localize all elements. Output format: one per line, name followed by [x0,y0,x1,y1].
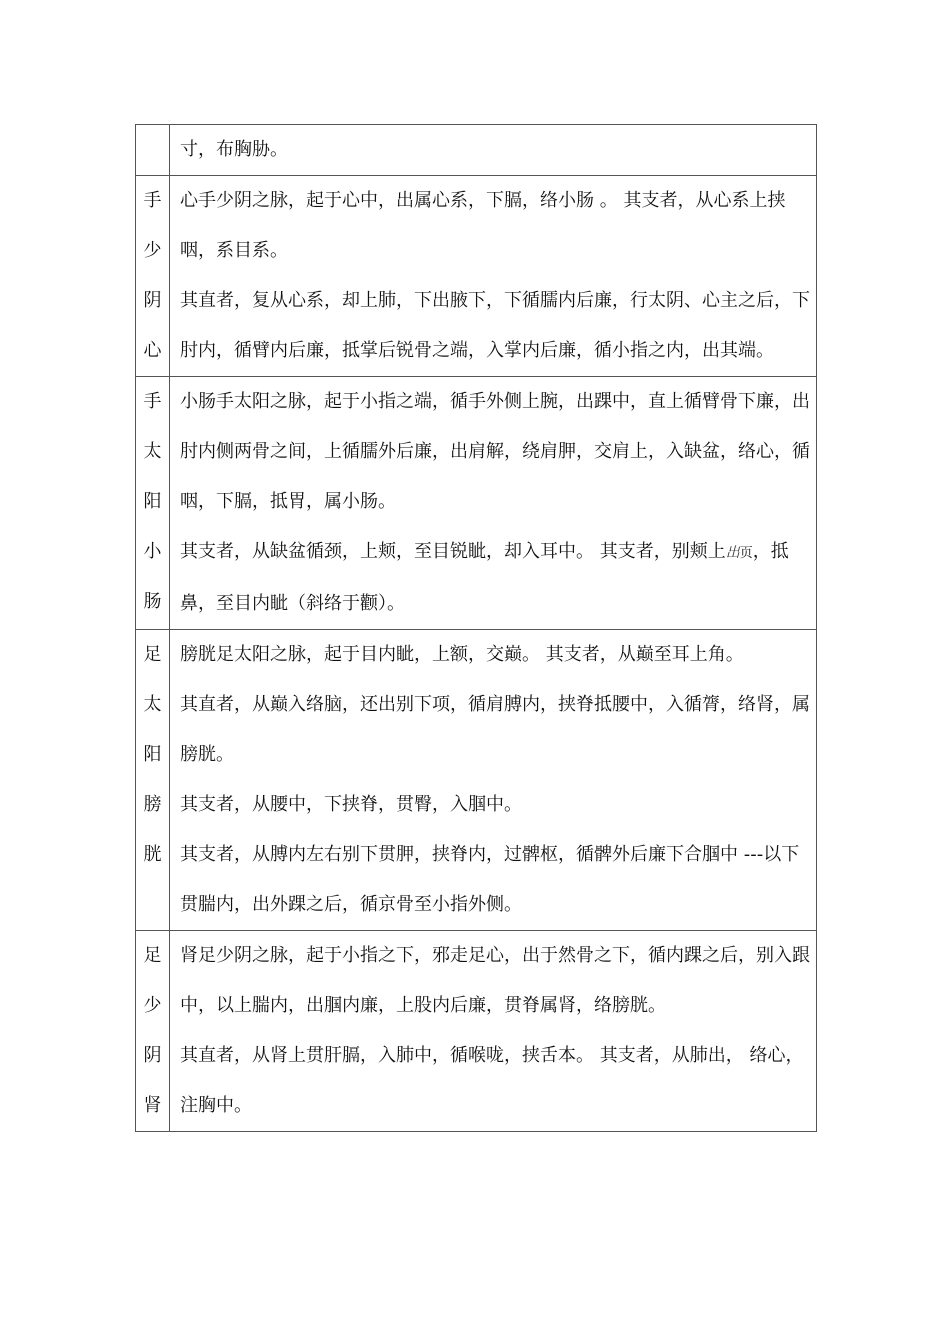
label-char: 手 [143,391,162,412]
row-label-cell [136,377,170,630]
paragraph: 膀胱足太阳之脉，起于目内眦，上额，交巅。 其支者，从巅至耳上角。 [180,644,744,665]
table-row [136,176,817,377]
label-char: 少 [143,240,162,261]
label-char: 阴 [143,290,162,311]
small-glyph: 页 [739,546,753,561]
paragraph: 肾足少阴之脉，起于小指之下，邪走足心，出于然骨之下，循内踝之后，别入跟中，以上腨内，出腘内廉，上股内后廉，贯脊属肾，络膀胱。 [180,945,810,1016]
row-label-cell [136,125,170,176]
row-content-cell [170,176,817,377]
table-row [136,630,817,931]
paragraph: 其直者，从肾上贯肝膈，入肺中，循喉咙，挟舌本。 其支者，从肺出， 络心，注胸中。 [180,1045,804,1116]
paragraph: 其直者，从巅入络脑，还出别下项，循肩膊内，挟脊抵腰中，入循膂，络肾，属膀胱。 [180,694,810,765]
label-char: 手 [143,190,162,211]
table-row [136,931,817,1132]
table-row [136,125,817,176]
label-char: 心 [143,340,162,361]
row-content-cell [170,931,817,1132]
label-char: 肾 [143,1095,162,1116]
label-char: 足 [143,945,162,966]
paragraph-text: ，抵鼻，至目内眦（斜络于颧）。 [180,541,789,614]
row-content-cell [170,377,817,630]
label-char: 足 [143,644,162,665]
table-row [136,377,817,630]
label-char: 太 [143,694,162,715]
paragraph: 其支者，从腰中，下挟脊，贯臀，入腘中。 [180,794,522,815]
label-char: 少 [143,995,162,1016]
label-char: 胱 [143,844,162,865]
label-char: 阴 [143,1045,162,1066]
label-char: 小 [143,541,162,562]
paragraph: 其支者，从膊内左右别下贯胛，挟脊内，过髀枢，循髀外后廉下合腘中 ---以下贯腨内，出外踝之后，循京骨至小指外侧。 [180,844,800,915]
label-char: 膀 [143,794,162,815]
row-content-cell [170,630,817,931]
label-char: 阳 [143,744,162,765]
row-content-cell [170,125,817,176]
row-label-cell [136,630,170,931]
row-label-cell [136,931,170,1132]
meridian-table [135,124,817,1132]
row-label-cell [136,176,170,377]
paragraph-text: 其支者，从缺盆循颈，上颊，至目锐眦，却入耳中。 其支者，别颊上 [180,541,726,562]
paragraph: 其直者，复从心系，却上肺，下出腋下，下循臑内后廉，行太阴、心主之后，下肘内，循臂内后廉，抵掌后锐骨之端，入掌内后廉，循小指之内，出其端。 [180,290,810,361]
paragraph [180,527,812,629]
paragraph: 心手少阴之脉，起于心中，出属心系，下膈，络小肠 。 其支者，从心系上挟咽，系目系。 [180,190,786,261]
paragraph: 小肠手太阳之脉，起于小指之端，循手外侧上腕，出踝中，直上循臂骨下廉，出肘内侧两骨之间，上循臑外后廉，出肩解，绕肩胛，交肩上，入缺盆，络心，循咽，下膈，抵胃，属小肠。 [180,391,810,512]
paragraph: 寸，布胸胁。 [180,139,288,160]
label-char: 阳 [143,491,162,512]
small-glyph: 出 [725,545,740,561]
label-char: 太 [143,441,162,462]
label-char: 肠 [143,591,162,612]
